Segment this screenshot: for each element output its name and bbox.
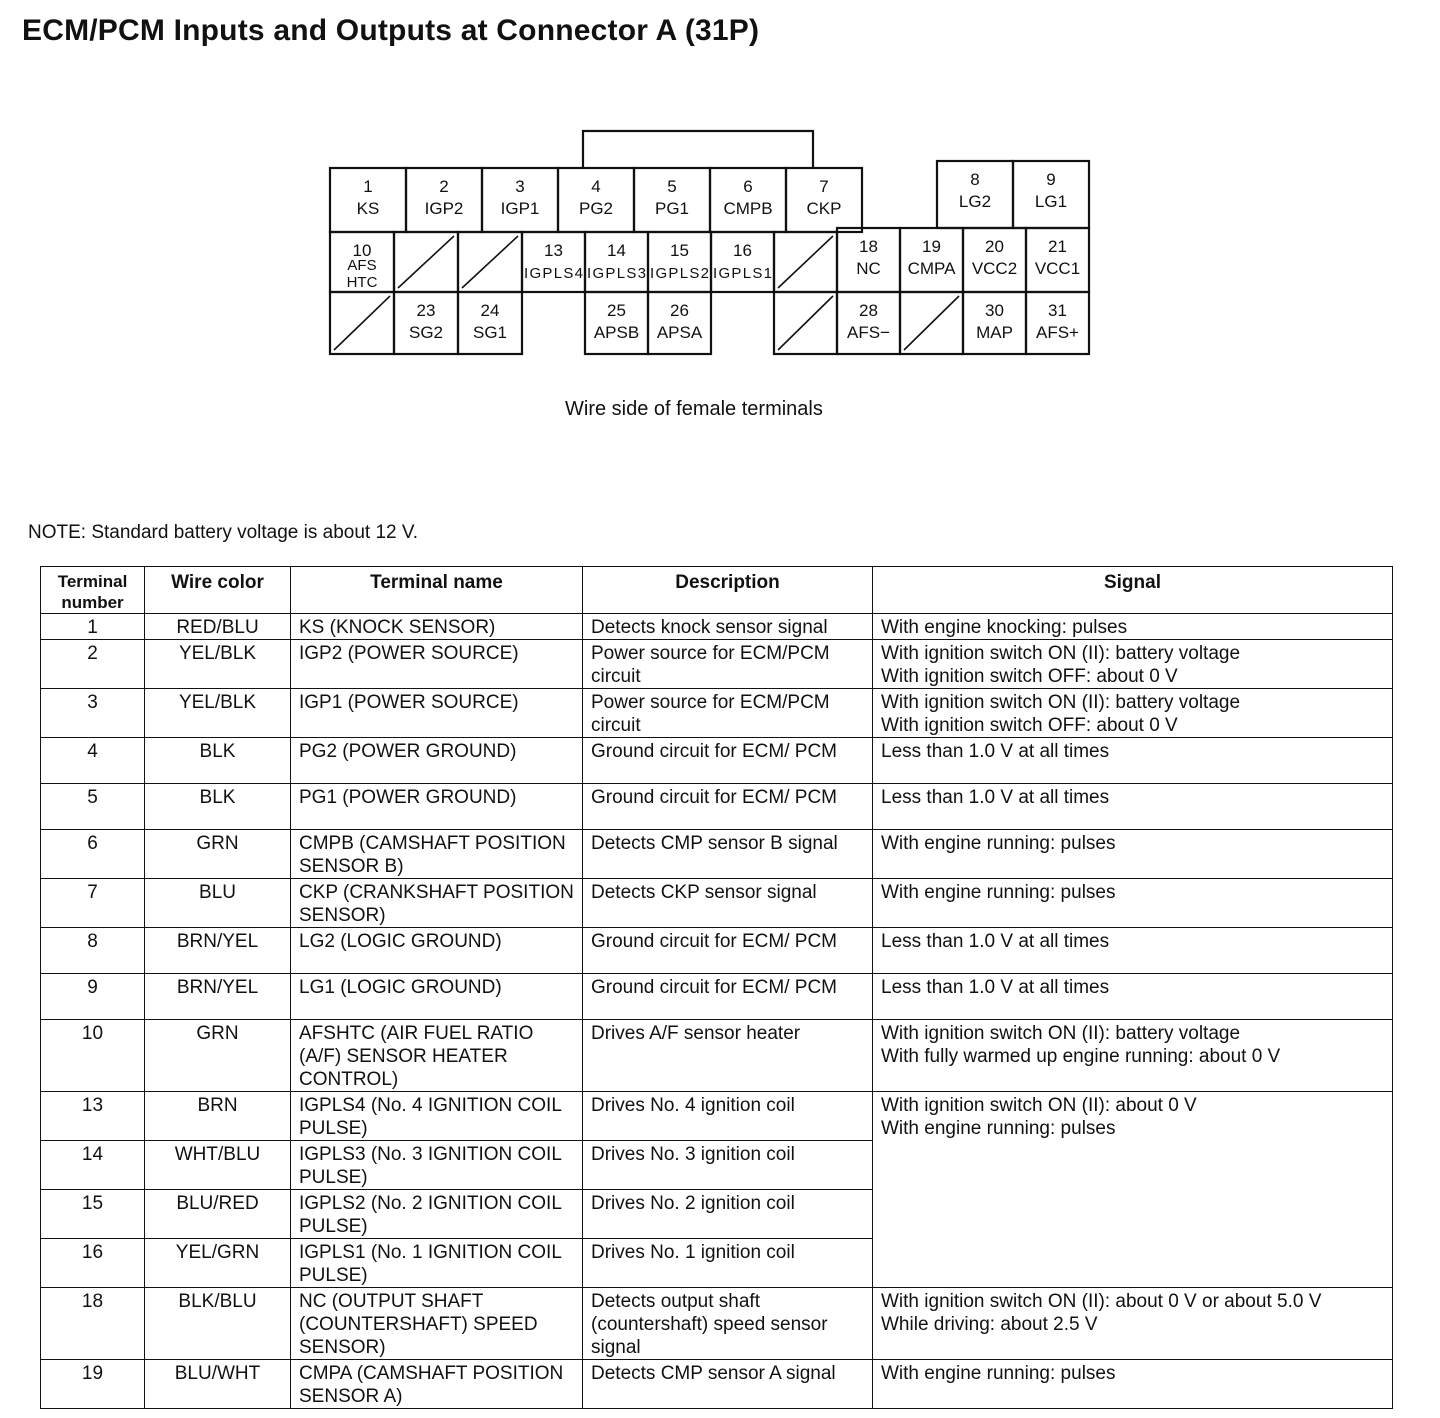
terminal-number-cell: 3 — [41, 689, 145, 738]
wire-color-cell: GRN — [145, 830, 291, 879]
cavity-slash — [334, 296, 390, 350]
terminal-number-label: 16 — [733, 241, 752, 260]
description-cell: Detects CMP sensor A signal — [583, 1360, 873, 1409]
wire-color-cell: YEL/GRN — [145, 1239, 291, 1288]
terminal-name-cell: CMPA (CAMSHAFT POSITION SENSOR A) — [291, 1360, 583, 1409]
terminal-number-cell: 6 — [41, 830, 145, 879]
terminal-name-label: SG2 — [408, 323, 444, 342]
terminal-number-label: 1 — [363, 177, 373, 196]
terminal-name-label: AFS+ — [1036, 323, 1079, 342]
table-header-row — [41, 567, 1393, 614]
terminal-name-label: KS — [356, 199, 380, 218]
cavity-slash — [462, 236, 518, 288]
terminal-name-label: PG1 — [654, 199, 690, 218]
terminal-name-label: SG1 — [472, 323, 508, 342]
terminal-number-cell: 19 — [41, 1360, 145, 1409]
terminal-number-cell: 13 — [41, 1092, 145, 1141]
terminal-name-label: CMPB — [723, 199, 773, 218]
table-row — [41, 974, 1393, 1020]
signal-cell: Less than 1.0 V at all times — [873, 784, 1393, 830]
terminal-number-label: 21 — [1048, 237, 1067, 256]
terminal-name-cell: IGPLS1 (No. 1 IGNITION COIL PULSE) — [291, 1239, 583, 1288]
wire-color-cell: BRN/YEL — [145, 928, 291, 974]
description-cell: Detects knock sensor signal — [583, 614, 873, 640]
table-row — [41, 689, 1393, 738]
terminal-number-cell: 5 — [41, 784, 145, 830]
terminal-name-cell: LG1 (LOGIC GROUND) — [291, 974, 583, 1020]
terminal-name-label: AFS HTC — [346, 257, 378, 291]
table-row — [41, 784, 1393, 830]
connector-diagram — [0, 0, 1440, 430]
terminal-name-label: IGPLS1 — [713, 265, 772, 282]
terminal-number-label: 15 — [670, 241, 689, 260]
terminal-number-label: 31 — [1048, 301, 1067, 320]
connector-caption: Wire side of female terminals — [565, 398, 823, 420]
terminal-name-label: VCC1 — [1034, 259, 1081, 278]
terminal-number-label: 2 — [439, 177, 449, 196]
cavity-slash — [904, 296, 959, 350]
signal-cell: With ignition switch ON (II): battery voltage With ignition switch OFF: about 0 V — [873, 689, 1393, 738]
description-cell: Detects output shaft (countershaft) speed sensor signal — [583, 1288, 873, 1360]
table-row — [41, 879, 1393, 928]
terminal-name-label: CMPA — [907, 259, 956, 278]
terminal-number-label: 8 — [970, 170, 980, 189]
table-row — [41, 614, 1393, 640]
terminal-name-cell: CMPB (CAMSHAFT POSITION SENSOR B) — [291, 830, 583, 879]
header-signal: Signal — [873, 567, 1393, 614]
description-cell: Drives A/F sensor heater — [583, 1020, 873, 1092]
page-title: ECM/PCM Inputs and Outputs at Connector A (31P) — [22, 14, 760, 47]
signal-cell: With engine running: pulses — [873, 879, 1393, 928]
terminal-number-label: 9 — [1046, 170, 1056, 189]
terminal-number-label: 28 — [859, 301, 878, 320]
terminal-name-cell: KS (KNOCK SENSOR) — [291, 614, 583, 640]
wire-color-cell: BRN/YEL — [145, 974, 291, 1020]
terminal-number-cell: 16 — [41, 1239, 145, 1288]
cavity-slash — [778, 236, 833, 288]
terminal-name-label: NC — [856, 259, 881, 278]
terminal-number-label: 13 — [544, 241, 563, 260]
cavity-slash — [778, 296, 833, 350]
table-row — [41, 738, 1393, 784]
terminal-name-label: IGPLS3 — [587, 265, 646, 282]
terminal-number-label: 24 — [480, 301, 500, 320]
wire-color-cell: BLU/RED — [145, 1190, 291, 1239]
description-cell: Ground circuit for ECM/ PCM — [583, 784, 873, 830]
terminal-name-cell: IGP1 (POWER SOURCE) — [291, 689, 583, 738]
header-wire-color: Wire color — [145, 567, 291, 614]
terminal-number-label: 4 — [591, 177, 601, 196]
terminal-number-cell: 9 — [41, 974, 145, 1020]
terminal-number-cell: 1 — [41, 614, 145, 640]
signal-cell: With engine knocking: pulses — [873, 614, 1393, 640]
terminal-number-label: 10 — [352, 241, 372, 260]
header-description: Description — [583, 567, 873, 614]
table-body — [41, 614, 1393, 1409]
terminal-number-label: 23 — [416, 301, 436, 320]
terminal-name-label: CKP — [806, 199, 842, 218]
terminal-number-cell: 8 — [41, 928, 145, 974]
wire-color-cell: BLK/BLU — [145, 1288, 291, 1360]
signal-cell: With ignition switch ON (II): battery voltage With fully warmed up engine running: about 0 V — [873, 1020, 1393, 1092]
terminal-number-cell: 15 — [41, 1190, 145, 1239]
terminal-number-cell: 14 — [41, 1141, 145, 1190]
terminal-name-cell: AFSHTC (AIR FUEL RATIO (A/F) SENSOR HEATER CONTROL) — [291, 1020, 583, 1092]
terminal-number-label: 6 — [743, 177, 753, 196]
terminal-name-label: IGPLS4 — [524, 265, 583, 282]
terminal-table — [40, 566, 1393, 1409]
description-cell: Ground circuit for ECM/ PCM — [583, 738, 873, 784]
description-cell: Drives No. 3 ignition coil — [583, 1141, 873, 1190]
signal-cell: Less than 1.0 V at all times — [873, 928, 1393, 974]
table-row — [41, 1360, 1393, 1409]
signal-cell: With engine running: pulses — [873, 1360, 1393, 1409]
table-row — [41, 830, 1393, 879]
terminal-number-cell: 10 — [41, 1020, 145, 1092]
terminal-number-label: 30 — [985, 301, 1004, 320]
table-row — [41, 928, 1393, 974]
terminal-number-label: 19 — [922, 237, 941, 256]
description-cell: Power source for ECM/PCM circuit — [583, 640, 873, 689]
description-cell: Power source for ECM/PCM circuit — [583, 689, 873, 738]
table-row — [41, 1020, 1393, 1092]
cavity-slash — [398, 236, 454, 288]
signal-cell: With engine running: pulses — [873, 830, 1393, 879]
description-cell: Ground circuit for ECM/ PCM — [583, 974, 873, 1020]
signal-cell: Less than 1.0 V at all times — [873, 738, 1393, 784]
description-cell: Drives No. 2 ignition coil — [583, 1190, 873, 1239]
wire-color-cell: BLK — [145, 738, 291, 784]
terminal-name-cell: NC (OUTPUT SHAFT (COUNTERSHAFT) SPEED SENSOR) — [291, 1288, 583, 1360]
terminal-name-label: VCC2 — [971, 259, 1018, 278]
terminal-name-cell: CKP (CRANKSHAFT POSITION SENSOR) — [291, 879, 583, 928]
description-cell: Ground circuit for ECM/ PCM — [583, 928, 873, 974]
terminal-number-cell: 4 — [41, 738, 145, 784]
terminal-number-label: 7 — [819, 177, 829, 196]
wire-color-cell: RED/BLU — [145, 614, 291, 640]
description-cell: Drives No. 4 ignition coil — [583, 1092, 873, 1141]
wire-color-cell: BRN — [145, 1092, 291, 1141]
wire-color-cell: BLU/WHT — [145, 1360, 291, 1409]
terminal-name-cell: IGPLS2 (No. 2 IGNITION COIL PULSE) — [291, 1190, 583, 1239]
signal-cell: With ignition switch ON (II): about 0 V With engine running: pulses — [873, 1092, 1393, 1288]
terminal-number-label: 14 — [607, 241, 626, 260]
terminal-name-label: AFS− — [847, 323, 890, 342]
terminal-name-label: MAP — [976, 323, 1013, 342]
description-cell: Detects CMP sensor B signal — [583, 830, 873, 879]
terminal-name-label: LG2 — [958, 192, 992, 211]
wire-color-cell: YEL/BLK — [145, 689, 291, 738]
terminal-number-label: 26 — [670, 301, 689, 320]
wire-color-cell: BLU — [145, 879, 291, 928]
terminal-name-cell: IGPLS4 (No. 4 IGNITION COIL PULSE) — [291, 1092, 583, 1141]
terminal-name-cell: PG2 (POWER GROUND) — [291, 738, 583, 784]
terminal-number-label: 18 — [859, 237, 878, 256]
header-terminal-number: Terminal number — [41, 567, 145, 614]
signal-cell: With ignition switch ON (II): about 0 V or about 5.0 V While driving: about 2.5 V — [873, 1288, 1393, 1360]
signal-cell: Less than 1.0 V at all times — [873, 974, 1393, 1020]
terminal-name-cell: IGPLS3 (No. 3 IGNITION COIL PULSE) — [291, 1141, 583, 1190]
connector-latch — [583, 131, 813, 168]
terminal-number-cell: 7 — [41, 879, 145, 928]
signal-cell: With ignition switch ON (II): battery voltage With ignition switch OFF: about 0 V — [873, 640, 1393, 689]
wire-color-cell: YEL/BLK — [145, 640, 291, 689]
terminal-name-label: APSB — [593, 323, 640, 342]
terminal-name-label: IGPLS2 — [650, 265, 709, 282]
terminal-name-label: IGP2 — [424, 199, 464, 218]
description-cell: Drives No. 1 ignition coil — [583, 1239, 873, 1288]
wire-color-cell: BLK — [145, 784, 291, 830]
terminal-name-cell: IGP2 (POWER SOURCE) — [291, 640, 583, 689]
terminal-name-label: LG1 — [1034, 192, 1068, 211]
table-row — [41, 1288, 1393, 1360]
terminal-number-label: 5 — [667, 177, 677, 196]
terminal-name-cell: PG1 (POWER GROUND) — [291, 784, 583, 830]
note: NOTE: Standard battery voltage is about 12 V. — [28, 522, 419, 543]
table-row — [41, 1092, 1393, 1141]
terminal-number-label: 25 — [607, 301, 626, 320]
terminal-number-cell: 18 — [41, 1288, 145, 1360]
wire-color-cell: GRN — [145, 1020, 291, 1092]
terminal-name-label: IGP1 — [500, 199, 540, 218]
terminal-number-label: 20 — [985, 237, 1004, 256]
table-row — [41, 640, 1393, 689]
wire-color-cell: WHT/BLU — [145, 1141, 291, 1190]
description-cell: Detects CKP sensor signal — [583, 879, 873, 928]
terminal-name-cell: LG2 (LOGIC GROUND) — [291, 928, 583, 974]
terminal-name-label: PG2 — [578, 199, 614, 218]
terminal-number-cell: 2 — [41, 640, 145, 689]
terminal-name-label: APSA — [656, 323, 703, 342]
terminal-number-label: 3 — [515, 177, 525, 196]
header-terminal-name: Terminal name — [291, 567, 583, 614]
